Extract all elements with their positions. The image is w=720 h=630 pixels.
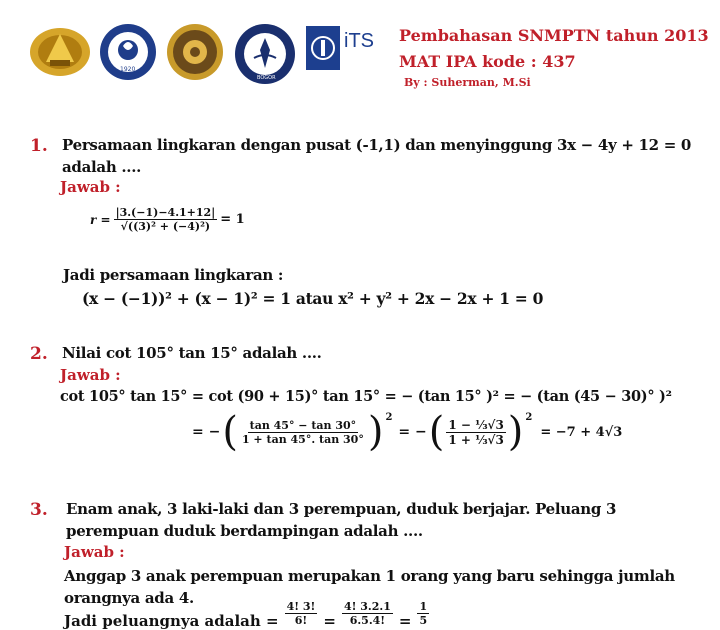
paren-close-1: ) [367,409,384,455]
answer-1-label: Jawab : [60,178,121,196]
tan-fraction-denominator: 1 + tan 45°. tan 30° [241,432,364,446]
probability-label: Jadi peluangnya adalah = [64,612,279,630]
prob-f1-numerator: 4! 3! [286,600,316,613]
root-fraction [446,418,505,447]
square-exponent-1: 2 [385,412,393,423]
prob-f3-numerator: 1 [419,600,428,613]
solution-2-line-2 [192,409,623,455]
tan-fraction-numerator: tan 45° − tan 30° [249,418,357,432]
itb-logo [98,22,158,86]
paren-close-2: ) [507,409,524,455]
square-exponent-2: 2 [525,412,533,423]
root-fraction-denominator: 1 + ⅓√3 [448,432,504,447]
solution-3-line-1: Anggap 3 anak perempuan merupakan 1 orang yang baru sehingga jumlah [64,567,675,585]
minus-sign-2: = − [398,424,427,440]
radius-formula [90,206,245,233]
paren-open-1: ( [222,409,238,455]
minus-sign-1: = − [192,424,221,440]
solution-3-line-3 [64,600,429,630]
answer-3-label: Jawab : [64,543,125,561]
question-3-text: Enam anak, 3 laki-laki dan 3 perempuan, duduk berjajar. Peluang 3 [66,500,617,518]
equals-1: = [323,612,336,630]
question-1-text: Persamaan lingkaran dengan pusat (-1,1) dan menyinggung 3x − 4y + 12 = 0 [62,136,692,154]
radius-fraction [114,206,218,233]
page-title: Pembahasan SNMPTN tahun 2013 [399,26,709,45]
circle-equation: (x − (−1))² + (x − 1)² = 1 atau x² + y² + 2x − 2x + 1 = 0 [82,289,544,308]
prob-f2-denominator: 6.5.4! [349,614,386,627]
ipb-logo-caption: BOGOR [257,75,276,81]
probability-fraction-3 [417,600,429,627]
page-subtitle: MAT IPA kode : 437 [399,52,576,71]
itb-logo-year: 1920 [120,66,136,73]
ipb-logo [232,22,298,90]
answer-2-label: Jawab : [60,366,121,384]
paren-open-2: ( [428,409,445,455]
radius-denominator: √((3)² + (−4)²) [120,220,211,233]
equals-2: = [398,612,412,630]
tan-difference-fraction [240,419,366,446]
radius-numerator: |3.(−1)−4.1+12| [115,206,216,219]
solution-2-line-1: cot 105° tan 15° = cot (90 + 15)° tan 15° = − (tan 15° )² = − (tan (45 − 30)° )² [60,388,672,405]
ui-logo [28,22,92,82]
conclusion-1: Jadi persamaan lingkaran : [63,266,284,284]
its-logo-text: iTS [344,30,374,52]
author: By : Suherman, M.Si [404,76,531,89]
prob-f3-denominator: 5 [419,614,428,627]
ugm-logo [164,22,226,86]
prob-f2-numerator: 4! 3.2.1 [343,600,391,613]
question-3-text-2: perempuan duduk berdampingan adalah .... [66,522,423,540]
question-1-text-2: adalah .... [62,158,142,176]
question-2-text: Nilai cot 105° tan 15° adalah .... [62,344,322,362]
radius-result: = 1 [220,212,245,227]
radius-prefix: r = [90,212,111,227]
probability-fraction-2 [342,600,393,627]
question-3-number: 3. [30,500,48,520]
prob-f1-denominator: 6! [294,614,308,627]
question-1-number: 1. [30,136,48,156]
question-2-number: 2. [30,344,48,364]
probability-fraction-1 [285,600,318,627]
final-result-2: = −7 + 4√3 [540,424,623,440]
its-logo [306,26,374,74]
solution-3-line-2: orangnya ada 4. [64,589,194,607]
root-fraction-numerator: 1 − ⅓√3 [448,417,504,432]
